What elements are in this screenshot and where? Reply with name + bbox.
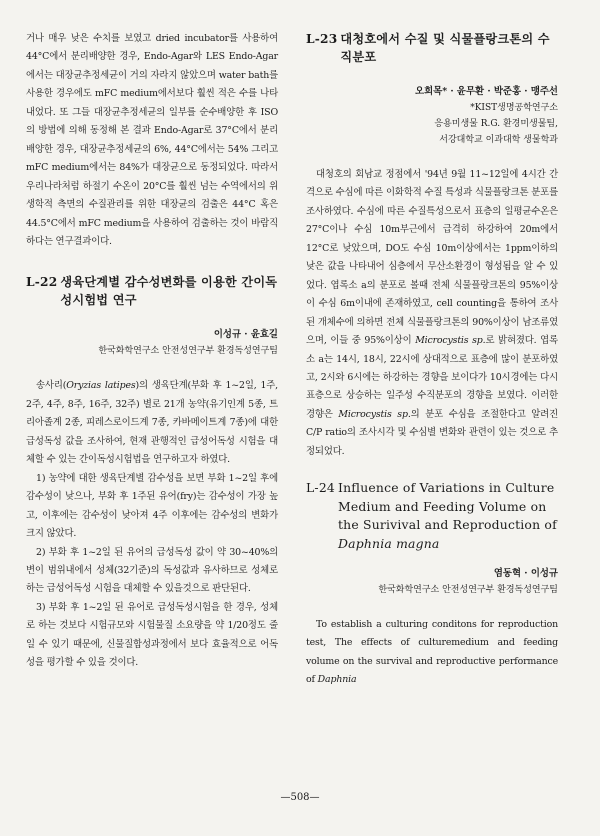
abstract-paragraph: 대청호의 회남교 정점에서 '94년 9월 11~12일에 4시간 간격으로 수심에 따른 이화학적 수질 특성과 식물플랑크톤 분포를 조사하였다. 수심에 따른 수질특성으로서 표층의 일평균수온은 27°C이나 수심 10m부근에서 급격히 하강하여 20m에서 12°C로 낮았으며, DO도 수심 10m이상에서는 1ppm이하의 낮은 값을 나타내어 심층에서 무산소환경이 형성됨을 알 수 있었다. 엽록소 a의 분포로 볼때 전체 식물플랑크톤의 95%이상이 수심 6m이내에 존재하였고, cell counting을 통하여 조사된 개체수에 의하면 전체 식물플랑크톤의 90%이상이 남조류였으며, 이들 중 95%이상이 Microcystis sp.로 밝혀졌다. 엽록소 a는 14시, 18시, 22시에 상대적으로 표층에 많이 분포하였고, 2시와 6시에는 하강하는 경향을 보이다가 10시경에는 다시 표층으로 상승하는 일주성 수직분포의 경향을 보였다. 이러한 경향은 Microcystis sp.의 분포 수심을 조절한다고 알려진 C/P ratio의 조사시각 및 수심별 변화와 관련이 있는 것으로 추정되었다. bbox=[306, 169, 558, 457]
abstract-code: L-22 bbox=[26, 275, 58, 290]
abstract-title: Influence of Variations in Culture Medium and Feeding Volume on the Surivival and Reproduction of Daphnia magna bbox=[337, 480, 557, 552]
abstract-affiliation: *KIST생명공학연구소 bbox=[470, 103, 558, 113]
right-column bbox=[306, 30, 558, 689]
abstract-paragraph: 송사리(Oryzias latipes)의 생육단계(부화 후 1~2일, 1주, 2주, 4주, 8주, 16주, 32주) 별로 21개 농약(유기인계 5종, 트리아졸계 2종, 피레스로이드계 7종, 카바메이트계 7종)에 대한 급성독성 값을 조사하여, 현재 관행적인 급성어독성 시험을 대체할 수 있는 간이독성시험법을 연구하고자 하였다. bbox=[26, 380, 278, 466]
abstract-l22-heading bbox=[26, 273, 278, 309]
abstract-authors: 이성규 · 윤효길 bbox=[213, 329, 278, 341]
abstract-affiliation: 한국화학연구소 안전성연구부 환경독성연구팀 bbox=[378, 584, 558, 595]
intro-paragraph: 거나 매우 낮은 수치를 보였고 dried incubator를 사용하여 44°C에서 분리배양한 경우, Endo-Agar와 LES Endo-Agar에서는 대장균추정세균이 거의 자라지 않았으며 water bath를 사용한 경우에도 mFC medium에서보다 훨씬 적은 수를 나타내었다. 또 그들 대장균추정세균의 일부를 순수배양한 후 ISO의 방법에 의해 동정해 본 결과 Endo-Agar로 37°C에서 분리배양한 경우, 대장균추정세균의 6%, 44°C에서는 54% 그리고 mFC medium에서는 84%가 대장균으로 동정되었다. 따라서 우리나라처럼 하절기 수온이 20°C를 훨씬 넘는 수역에서의 위생학적 측면의 수질관리를 위한 대장균의 검출은 44°C 혹은 44.5°C에서 mFC medium을 사용하여 검출하는 것이 바람직하다는 연구결과이다. bbox=[26, 33, 278, 247]
left-column bbox=[26, 30, 278, 673]
abstract-l23-heading bbox=[306, 30, 558, 66]
abstract-affiliation: 응용미생물 R.G. 환경미생물팀, bbox=[434, 119, 558, 129]
abstract-title: 대청호에서 수질 및 식물플랑크톤의 수직분포 bbox=[340, 32, 550, 64]
abstract-paragraph: 3) 부화 후 1~2일 된 유어로 급성독성시험을 한 경우, 성체로 하는 것보다 시험규모와 시험물질 소요량을 약 1/20정도 줄일 수 있기 때문에, 신물질합성과정에서 보다 효율적으로 어독성을 평가할 수 있을 것이다. bbox=[26, 601, 278, 669]
abstract-paragraph: To establish a culturing conditons for reproduction test, The effects of culturemedium and feeding volume on the survival and reproductive performance of Daphnia bbox=[306, 618, 558, 685]
abstract-affiliation: 한국화학연구소 안전성연구부 환경독성연구팀 bbox=[98, 346, 278, 357]
abstract-paragraph: 2) 부화 후 1~2일 된 유어의 급성독성 값이 약 30~40%의 변이 범위내에서 성체(32기준)의 독성값과 유사하므로 성체로 하는 급성어독성 시험을 대체할 수 있을것으로 판단된다. bbox=[26, 546, 278, 595]
abstract-title: 생육단계별 감수성변화를 이용한 간이독성시험법 연구 bbox=[60, 275, 278, 308]
abstract-authors: 오희목* · 윤무환 · 박준홍 · 맹주선 bbox=[415, 86, 558, 97]
abstract-paragraph: 1) 농약에 대한 생육단계별 감수성을 보면 부화 1~2일 후에 감수성이 낮으나, 부화 후 1주된 유어(fry)는 감수성이 가장 높고, 이후에는 감수성이 낮아져 4주 이후에는 감수성의 변화가 크지 않았다. bbox=[26, 472, 278, 540]
abstract-authors: 염동혁 · 이성규 bbox=[493, 567, 558, 579]
abstract-affiliation: 서강대학교 이과대학 생물학과 bbox=[439, 135, 558, 145]
abstract-code: L-24 bbox=[306, 480, 335, 496]
page-number: —508— bbox=[280, 792, 320, 803]
abstract-code: L-23 bbox=[306, 32, 338, 46]
abstract-l24-heading bbox=[306, 479, 558, 553]
